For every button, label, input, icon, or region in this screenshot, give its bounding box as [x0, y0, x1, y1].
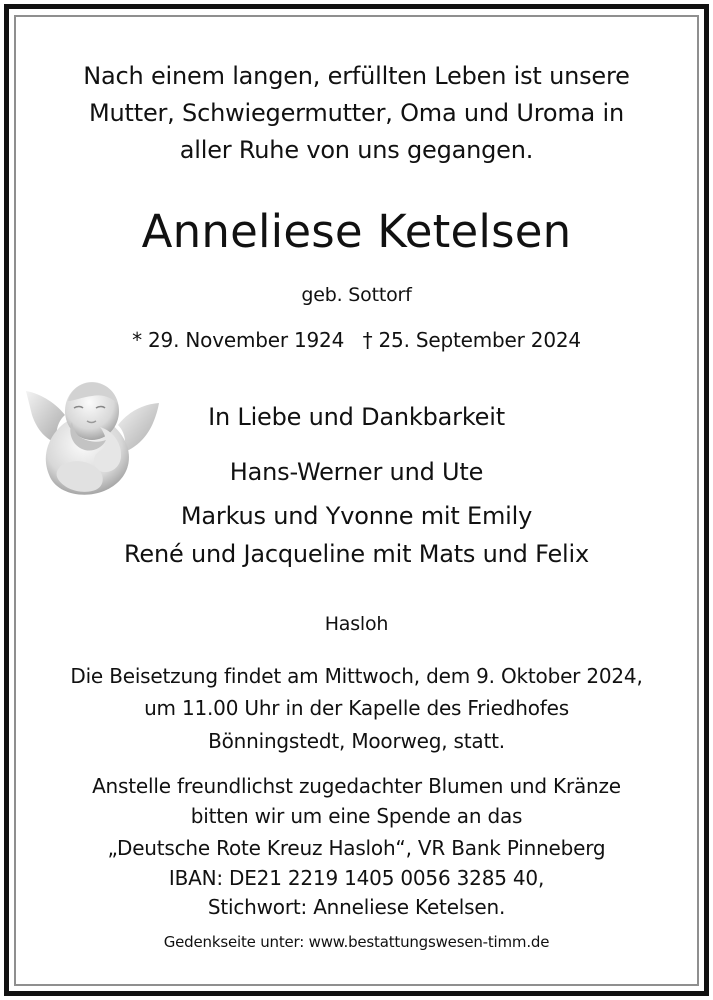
intro-line-3: aller Ruhe von uns gegangen.	[179, 136, 534, 164]
donation-line-1: Anstelle freundlichst zugedachter Blumen und Kränze	[92, 774, 621, 798]
funeral-line-2: um 11.00 Uhr in der Kapelle des Friedhofes	[144, 696, 569, 720]
funeral-line-3: Bönningstedt, Moorweg, statt.	[208, 729, 505, 753]
family-line-2: Markus und Yvonne mit Emily	[180, 502, 533, 530]
intro-line-1: Nach einem langen, erfüllten Leben ist unsere	[83, 62, 630, 90]
donation-line-4: IBAN: DE21 2219 1405 0056 3285 40,	[168, 866, 545, 890]
place: Hasloh	[324, 613, 389, 635]
life-dates: * 29. November 1924 † 25. September 2024	[132, 328, 581, 352]
donation-line-5: Stichwort: Anneliese Ketelsen.	[207, 895, 506, 919]
deceased-name: Anneliese Ketelsen	[141, 205, 572, 258]
family-line-1: Hans-Werner und Ute	[229, 458, 484, 486]
dedication: In Liebe und Dankbarkeit	[208, 403, 505, 431]
intro-line-2: Mutter, Schwiegermutter, Oma und Uroma in	[89, 99, 624, 127]
birth-name: geb. Sottorf	[301, 284, 412, 306]
donation-line-2: bitten wir um eine Spende an das	[190, 804, 523, 828]
donation-line-3: „Deutsche Rote Kreuz Hasloh“, VR Bank Pinneberg	[107, 836, 606, 860]
memorial-page-link[interactable]: Gedenkseite unter: www.bestattungswesen-timm.de	[163, 933, 550, 951]
family-line-3: René und Jacqueline mit Mats und Felix	[124, 540, 589, 568]
funeral-line-1: Die Beisetzung findet am Mittwoch, dem 9. Oktober 2024,	[70, 664, 643, 688]
